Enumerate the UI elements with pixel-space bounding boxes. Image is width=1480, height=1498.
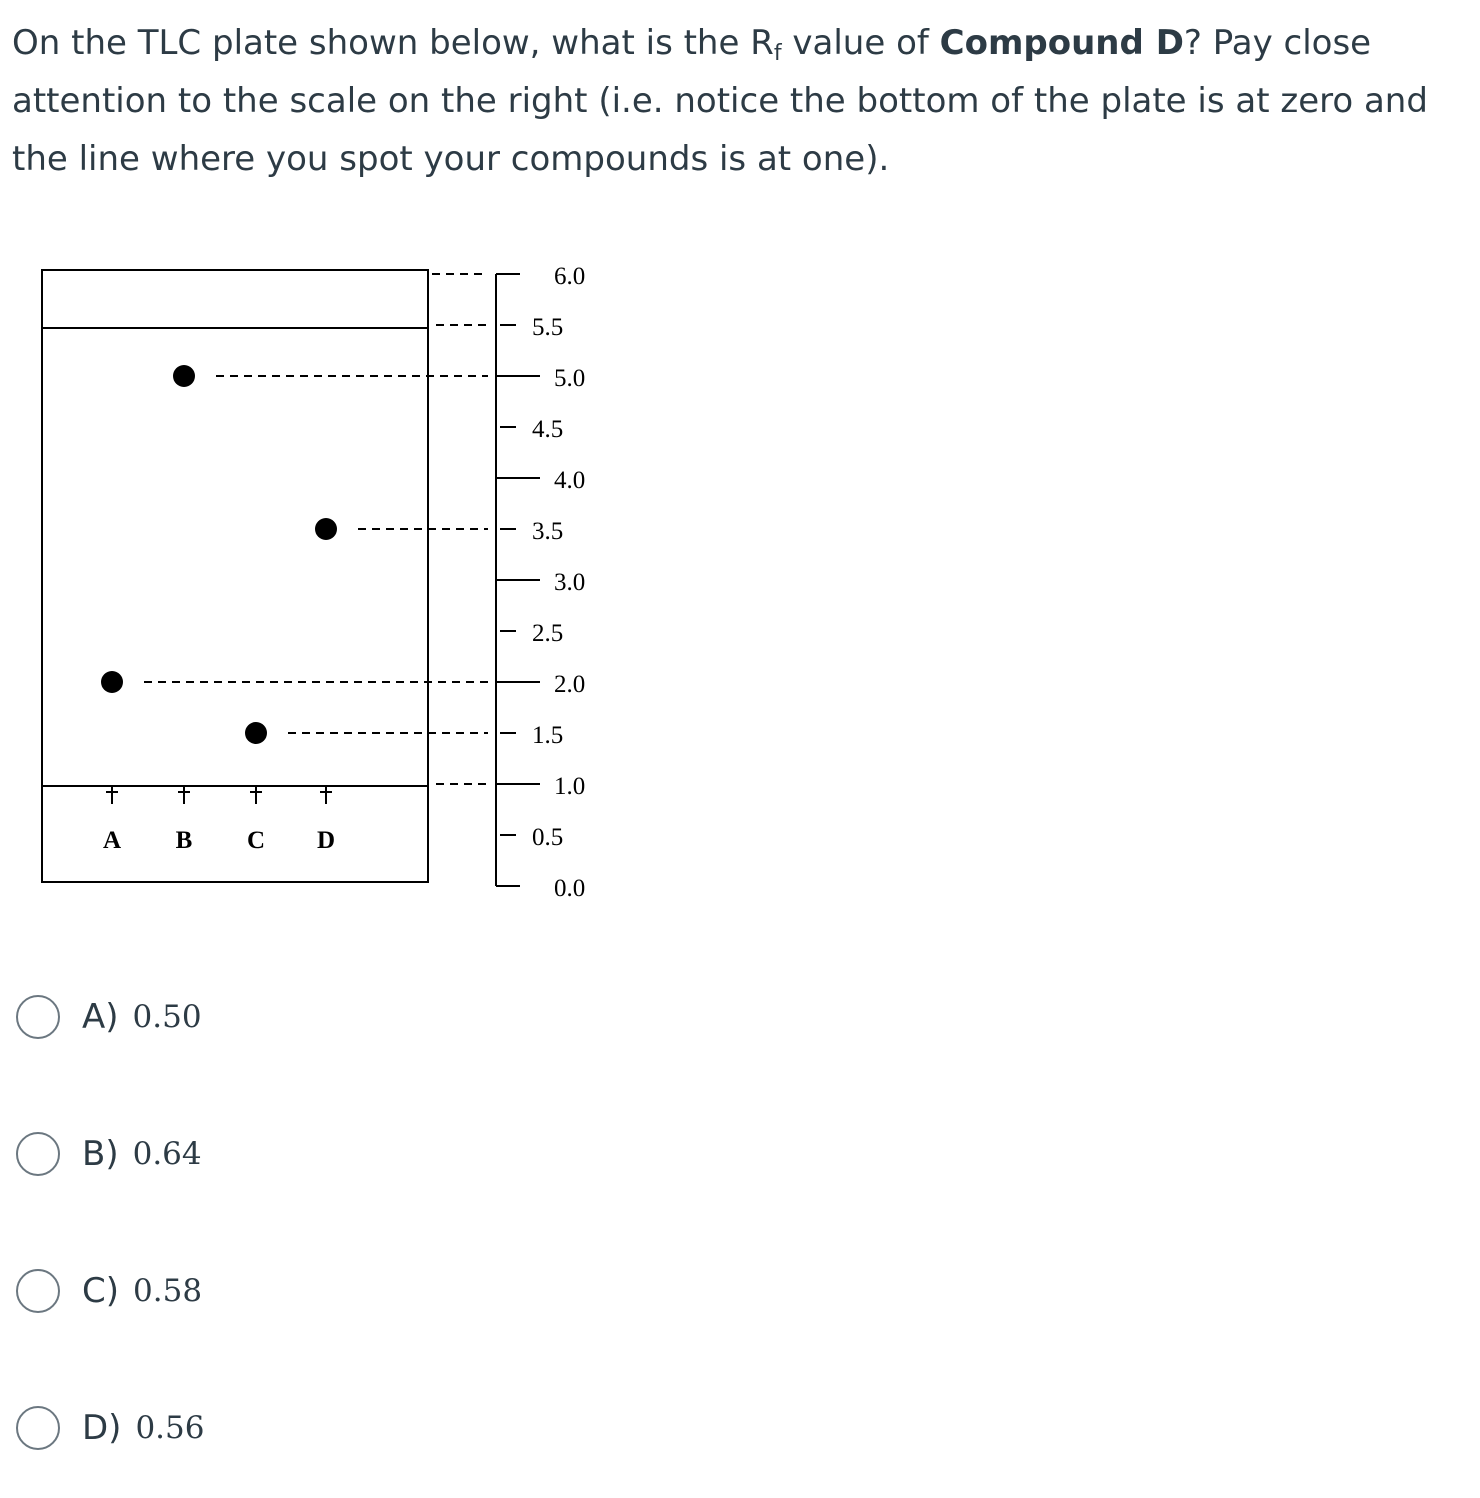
lane-label: A <box>102 827 122 854</box>
question-bold: Compound D <box>939 23 1184 63</box>
option-a[interactable] <box>16 992 202 1042</box>
option-c-radio[interactable] <box>16 1269 60 1313</box>
scale <box>496 263 585 902</box>
scale-tick-label: 5.5 <box>532 314 564 341</box>
scale-tick-label: 4.5 <box>532 416 564 443</box>
scale-tick-label: 6.0 <box>554 263 586 290</box>
option-b-letter: B) <box>82 1134 119 1174</box>
question-subscript: f <box>773 41 782 66</box>
spot-b <box>173 365 195 387</box>
option-c-letter: C) <box>82 1271 120 1311</box>
spot-c <box>245 722 267 744</box>
option-a-radio[interactable] <box>16 995 60 1039</box>
tlc-plate-figure <box>0 230 640 910</box>
question-text <box>12 14 1452 188</box>
scale-tick-label: 3.5 <box>532 518 564 545</box>
scale-tick-label: 3.0 <box>554 569 586 596</box>
scale-tick-label: 1.0 <box>554 773 586 800</box>
lane-label: B <box>175 827 193 854</box>
scale-tick-label: 2.5 <box>532 620 564 647</box>
plate-outline <box>42 270 428 882</box>
option-d[interactable] <box>16 1403 204 1453</box>
option-a-letter: A) <box>82 997 119 1037</box>
scale-tick-label: 0.5 <box>532 824 564 851</box>
option-d-radio[interactable] <box>16 1406 60 1450</box>
lane-label: D <box>316 827 336 854</box>
lanes <box>103 786 335 854</box>
scale-tick-label: 4.0 <box>554 467 586 494</box>
option-c-value: 0.58 <box>133 1273 203 1309</box>
question-part3: ? Pay close attention to the scale on the right (i.e. notice the bottom of the plate is at zero and the line where you spot your compounds is at one). <box>12 23 1428 179</box>
question-part2: value of <box>781 23 940 63</box>
option-b-radio[interactable] <box>16 1132 60 1176</box>
scale-tick-label: 1.5 <box>532 722 564 749</box>
scale-tick-label: 5.0 <box>554 365 586 392</box>
option-d-value: 0.56 <box>135 1410 205 1446</box>
spots <box>101 365 337 744</box>
option-b-value: 0.64 <box>132 1136 202 1172</box>
question-part1: On the TLC plate shown below, what is the R <box>12 23 774 63</box>
option-b[interactable] <box>16 1129 202 1179</box>
option-d-letter: D) <box>82 1408 122 1448</box>
scale-tick-label: 2.0 <box>554 671 586 698</box>
option-c[interactable] <box>16 1266 202 1316</box>
spot-d <box>315 518 337 540</box>
lane-label: C <box>246 827 266 854</box>
option-a-value: 0.50 <box>132 999 202 1035</box>
scale-tick-label: 0.0 <box>554 875 586 902</box>
spot-a <box>101 671 123 693</box>
